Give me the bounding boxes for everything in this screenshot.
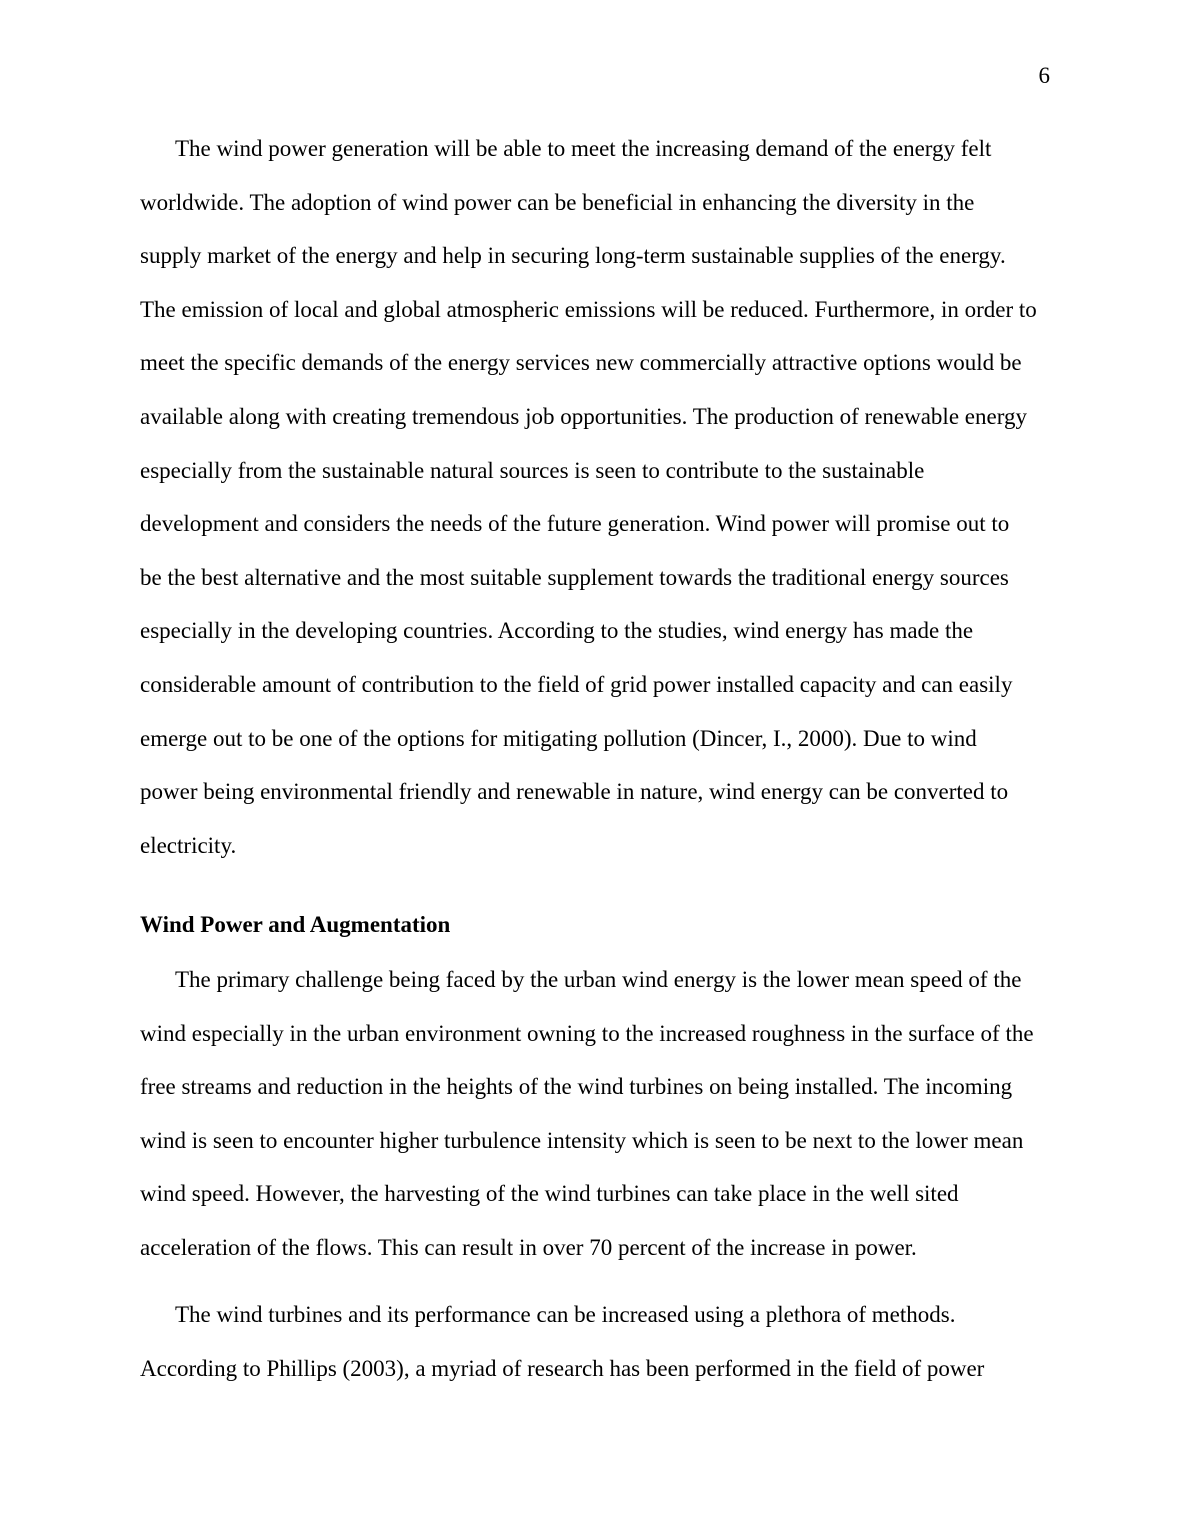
page-number: 6 xyxy=(1038,63,1050,88)
paragraph-primary-challenge xyxy=(140,953,1056,1275)
paragraph-wind-power-generation xyxy=(140,122,1056,872)
text-line: wind speed. However, the harvesting of the wind turbines can take place in the well sited xyxy=(140,1181,959,1207)
text-line: supply market of the energy and help in securing long-term sustainable supplies of the energy. xyxy=(140,243,1006,269)
text-line: especially from the sustainable natural sources is seen to contribute to the sustainable xyxy=(140,457,925,483)
paragraph-turbine-performance xyxy=(140,1288,1056,1395)
text-line: wind especially in the urban environment owning to the increased roughness in the surface of the xyxy=(140,1020,1034,1046)
text-line: development and considers the needs of the future generation. Wind power will promise out to xyxy=(140,511,1010,537)
text-line: worldwide. The adoption of wind power can be beneficial in enhancing the diversity in the xyxy=(140,189,975,215)
text-line: The primary challenge being faced by the urban wind energy is the lower mean speed of the xyxy=(175,967,1022,992)
text-line: According to Phillips (2003), a myriad of research has been performed in the field of power xyxy=(140,1355,985,1381)
text-line: meet the specific demands of the energy services new commercially attractive options would be xyxy=(140,350,1022,376)
text-line: wind is seen to encounter higher turbulence intensity which is seen to be next to the lower mean xyxy=(140,1127,1024,1153)
text-line: The wind turbines and its performance can be increased using a plethora of methods. xyxy=(175,1302,956,1327)
text-line: acceleration of the flows. This can result in over 70 percent of the increase in power. xyxy=(140,1234,917,1260)
text-line: emerge out to be one of the options for mitigating pollution (Dincer, I., 2000). Due to wind xyxy=(140,725,977,751)
text-line: free streams and reduction in the heights of the wind turbines on being installed. The incoming xyxy=(140,1074,1013,1100)
text-line: The emission of local and global atmospheric emissions will be reduced. Furthermore, in order to xyxy=(140,296,1037,322)
text-line: available along with creating tremendous job opportunities. The production of renewable energy xyxy=(140,403,1027,429)
text-line: power being environmental friendly and renewable in nature, wind energy can be converted to xyxy=(140,779,1009,805)
section-heading: Wind Power and Augmentation xyxy=(140,912,451,937)
text-line: be the best alternative and the most suitable supplement towards the traditional energy sources xyxy=(140,564,1009,590)
text-line: The wind power generation will be able to meet the increasing demand of the energy felt xyxy=(175,136,992,161)
text-line: considerable amount of contribution to the field of grid power installed capacity and can easily xyxy=(140,671,1013,697)
text-line: especially in the developing countries. According to the studies, wind energy has made the xyxy=(140,618,974,644)
text-line: electricity. xyxy=(140,832,237,858)
